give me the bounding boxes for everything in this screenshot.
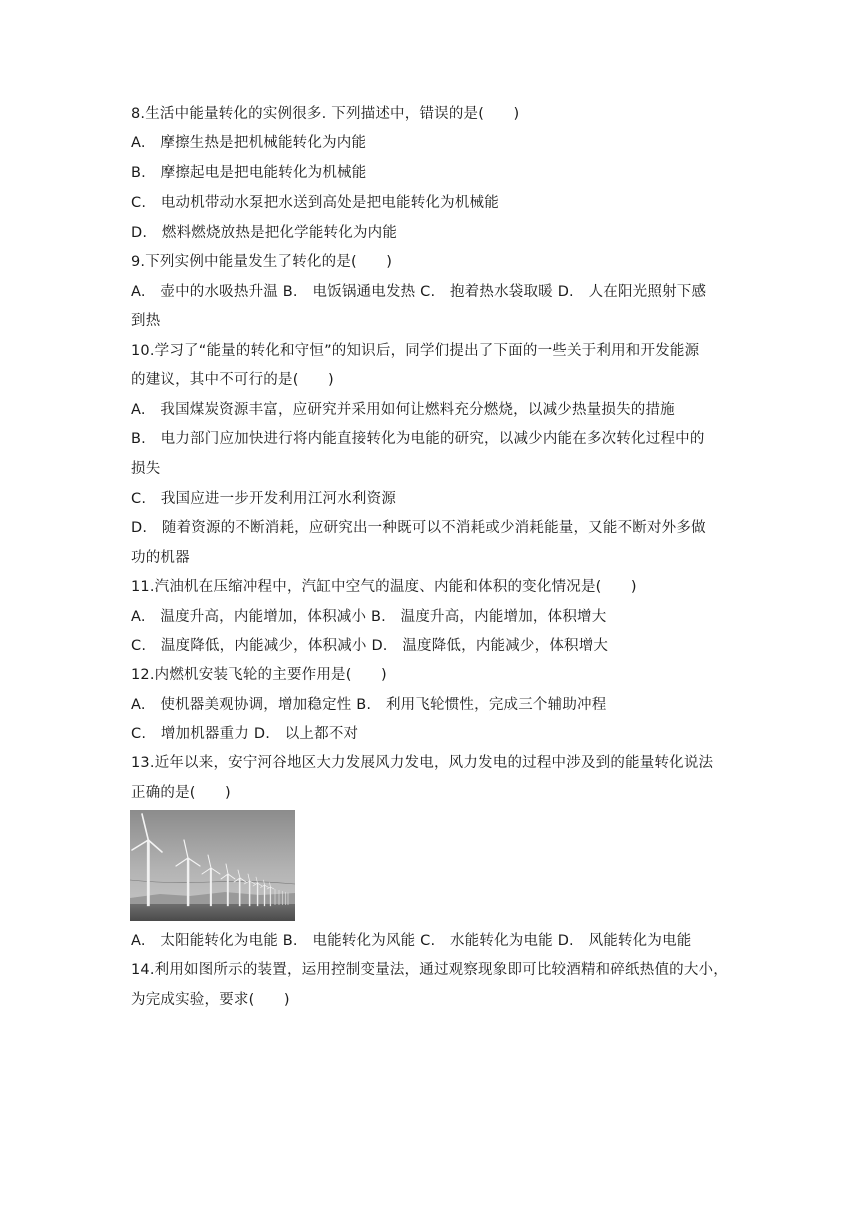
question-8-option-d: D. 燃料燃烧放热是把化学能转化为内能 xyxy=(131,225,398,241)
question-8-option-b: B. 摩擦起电是把电能转化为机械能 xyxy=(131,165,367,181)
question-14-stem-line-2: 为完成实验，要求( ) xyxy=(131,992,290,1008)
question-9-options-line-1: A. 壶中的水吸热升温 B. 电饭锅通电发热 C. 抱着热水袋取暖 D. 人在阳光照射下感 xyxy=(131,284,707,300)
wind-turbines-photo xyxy=(130,810,295,921)
question-11-stem: 11.汽油机在压缩冲程中，汽缸中空气的温度、内能和体积的变化情况是( ) xyxy=(131,579,637,595)
question-12-options-line-2: C. 增加机器重力 D. 以上都不对 xyxy=(131,726,359,742)
question-11-options-line-1: A. 温度升高，内能增加，体积减小 B. 温度升高，内能增加，体积增大 xyxy=(131,609,607,625)
question-13-options: A. 太阳能转化为电能 B. 电能转化为风能 C. 水能转化为电能 D. 风能转化为电能 xyxy=(131,933,692,949)
question-12-options-line-1: A. 使机器美观协调，增加稳定性 B. 利用飞轮惯性，完成三个辅助冲程 xyxy=(131,697,607,713)
question-10-stem-line-1: 10.学习了“能量的转化和守恒”的知识后，同学们提出了下面的一些关于利用和开发能源 xyxy=(131,343,700,359)
question-8-option-c: C. 电动机带动水泵把水送到高处是把电能转化为机械能 xyxy=(131,195,499,211)
question-10-option-b-line-2: 损失 xyxy=(131,461,161,477)
question-10-stem-line-2: 的建议，其中不可行的是( ) xyxy=(131,372,334,388)
question-10-option-a: A. 我国煤炭资源丰富，应研究并采用如何让燃料充分燃烧，以减少热量损失的措施 xyxy=(131,402,675,418)
question-14-stem-line-1: 14.利用如图所示的装置，运用控制变量法，通过观察现象即可比较酒精和碎纸热值的大小， xyxy=(131,962,728,978)
question-10-option-d-line-1: D. 随着资源的不断消耗，应研究出一种既可以不消耗或少消耗能量，又能不断对外多做 xyxy=(131,520,706,536)
question-10-option-b-line-1: B. 电力部门应加快进行将内能直接转化为电能的研究，以减少内能在多次转化过程中的 xyxy=(131,431,705,447)
question-10-option-d-line-2: 功的机器 xyxy=(131,550,190,566)
question-12-stem: 12.内燃机安装飞轮的主要作用是( ) xyxy=(131,667,387,683)
question-9-options-line-2: 到热 xyxy=(131,313,161,329)
question-9-stem: 9.下列实例中能量发生了转化的是( ) xyxy=(131,254,393,270)
question-13-stem-line-1: 13.近年以来，安宁河谷地区大力发展风力发电，风力发电的过程中涉及到的能量转化说法 xyxy=(131,755,714,771)
question-13-stem-line-2: 正确的是( ) xyxy=(131,785,231,801)
question-8-stem: 8.生活中能量转化的实例很多. 下列描述中，错误的是( ) xyxy=(131,106,520,122)
question-8-option-a: A. 摩擦生热是把机械能转化为内能 xyxy=(131,135,367,151)
question-11-options-line-2: C. 温度降低，内能减少，体积减小 D. 温度降低，内能减少，体积增大 xyxy=(131,638,609,654)
question-10-option-c: C. 我国应进一步开发利用江河水利资源 xyxy=(131,491,397,507)
